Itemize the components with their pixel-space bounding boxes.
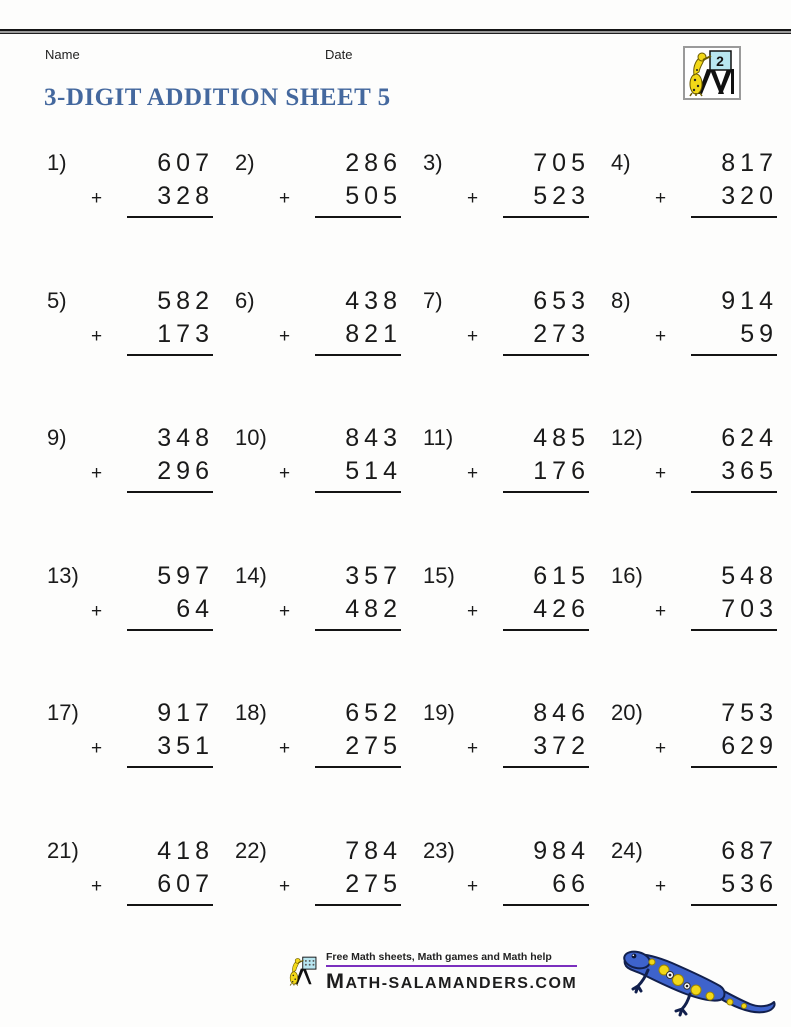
addend-top: 357 [345, 561, 402, 590]
addition-problem [235, 421, 423, 559]
addition-problem [611, 559, 791, 697]
addition-problem [235, 284, 423, 422]
plus-sign: + [91, 463, 103, 484]
salamander-mascot-icon [612, 942, 782, 1027]
addend-top: 914 [721, 286, 778, 315]
problem-body [467, 424, 590, 493]
addition-problem [611, 421, 791, 559]
problem-body [91, 836, 214, 906]
addend-bottom: 64 [176, 594, 214, 623]
addend-top: 582 [157, 286, 214, 315]
answer-line [127, 904, 213, 906]
problem-number: 6) [235, 287, 255, 313]
problem-number: 17) [47, 700, 79, 725]
problem-body [467, 836, 590, 906]
addition-problem [47, 559, 235, 697]
problem-body [655, 699, 778, 768]
addend-bottom: 607 [157, 869, 214, 898]
problem-body [91, 286, 214, 356]
problem-body [655, 561, 778, 631]
addition-problem [423, 696, 611, 834]
plus-sign: + [91, 325, 103, 347]
problem-body [279, 149, 402, 218]
problem-number: 14) [235, 562, 267, 588]
plus-sign: + [279, 188, 291, 209]
addend-bottom: 173 [157, 319, 214, 348]
problem-body [279, 561, 402, 631]
addend-top: 607 [157, 149, 214, 177]
footer-site-name: MATH-SALAMANDERS.COM [326, 968, 578, 993]
answer-line [503, 491, 589, 493]
badge-number: 2 [716, 53, 724, 69]
addend-bottom: 351 [157, 732, 214, 760]
addend-top: 597 [157, 561, 214, 590]
answer-line [127, 354, 213, 356]
addition-problem [423, 421, 611, 559]
salamander-easel-logo [683, 46, 741, 100]
answer-line [127, 629, 213, 631]
plus-sign: + [655, 738, 667, 759]
problem-body [91, 149, 214, 218]
answer-line [127, 766, 213, 768]
plus-sign: + [279, 463, 291, 484]
footer-branding [287, 951, 577, 994]
addend-top: 548 [721, 561, 778, 590]
problem-number: 19) [423, 700, 455, 725]
addend-bottom: 328 [157, 182, 214, 210]
plus-sign: + [467, 738, 479, 759]
addend-top: 846 [533, 699, 590, 727]
plus-sign: + [655, 325, 667, 347]
addend-top: 286 [345, 149, 402, 177]
problem-body [655, 286, 778, 356]
addition-problem [235, 696, 423, 834]
problem-number: 8) [611, 287, 631, 313]
plus-sign: + [467, 463, 479, 484]
answer-line [315, 216, 401, 218]
plus-sign: + [91, 600, 103, 622]
plus-sign: + [655, 463, 667, 484]
addition-problem [47, 146, 235, 284]
answer-line [503, 354, 589, 356]
addend-bottom: 505 [345, 182, 402, 210]
addend-top: 652 [345, 699, 402, 727]
addend-top: 705 [533, 149, 590, 177]
addend-bottom: 536 [721, 869, 778, 898]
answer-line [127, 491, 213, 493]
addend-bottom: 523 [533, 182, 590, 210]
addend-bottom: 176 [533, 457, 590, 485]
addend-bottom: 821 [345, 319, 402, 348]
problem-body [467, 699, 590, 768]
addend-bottom: 372 [533, 732, 590, 760]
problem-body [279, 286, 402, 356]
problem-body [91, 424, 214, 493]
plus-sign: + [655, 600, 667, 622]
addend-bottom: 482 [345, 594, 402, 623]
problem-number: 20) [611, 700, 643, 725]
plus-sign: + [279, 875, 291, 897]
addition-problem [47, 421, 235, 559]
problem-body [279, 836, 402, 906]
problem-number: 5) [47, 287, 67, 313]
problem-body [279, 424, 402, 493]
answer-line [503, 216, 589, 218]
answer-line [691, 354, 777, 356]
addition-problem [611, 284, 791, 422]
problem-number: 18) [235, 700, 267, 725]
answer-line [503, 766, 589, 768]
answer-line [503, 904, 589, 906]
answer-line [127, 216, 213, 218]
addend-top: 348 [157, 424, 214, 452]
answer-line [691, 904, 777, 906]
problem-body [467, 561, 590, 631]
addition-problem [47, 696, 235, 834]
problem-body [91, 699, 214, 768]
top-divider [0, 29, 791, 35]
problem-number: 24) [611, 837, 643, 863]
plus-sign: + [91, 188, 103, 209]
answer-line [691, 216, 777, 218]
problem-number: 16) [611, 562, 643, 588]
plus-sign: + [655, 875, 667, 897]
plus-sign: + [279, 738, 291, 759]
answer-line [315, 766, 401, 768]
plus-sign: + [279, 600, 291, 622]
problem-number: 12) [611, 425, 643, 450]
addend-bottom: 426 [533, 594, 590, 623]
addition-problem [423, 146, 611, 284]
plus-sign: + [655, 188, 667, 209]
addition-problem [235, 146, 423, 284]
name-label: Name [45, 47, 80, 62]
problem-number: 2) [235, 150, 255, 175]
addend-bottom: 514 [345, 457, 402, 485]
addend-bottom: 275 [345, 732, 402, 760]
addend-top: 624 [721, 424, 778, 452]
problem-number: 3) [423, 150, 443, 175]
plus-sign: + [467, 188, 479, 209]
problem-number: 10) [235, 425, 267, 450]
problem-number: 4) [611, 150, 631, 175]
addend-top: 418 [157, 836, 214, 865]
addition-problem [611, 146, 791, 284]
addend-bottom: 703 [721, 594, 778, 623]
addend-top: 438 [345, 286, 402, 315]
addend-top: 485 [533, 424, 590, 452]
footer-tagline: Free Math sheets, Math games and Math help [326, 951, 577, 967]
problems-grid [47, 146, 791, 971]
problem-number: 7) [423, 287, 443, 313]
problem-number: 13) [47, 562, 79, 588]
addend-top: 843 [345, 424, 402, 452]
answer-line [691, 629, 777, 631]
plus-sign: + [467, 875, 479, 897]
answer-line [503, 629, 589, 631]
problem-number: 22) [235, 837, 267, 863]
problem-number: 11) [423, 425, 454, 450]
addition-problem [235, 559, 423, 697]
problem-number: 23) [423, 837, 455, 863]
answer-line [315, 354, 401, 356]
addend-bottom: 273 [533, 319, 590, 348]
problem-body [467, 149, 590, 218]
date-label: Date [325, 47, 353, 62]
easel-logo-icon [685, 48, 739, 98]
addend-bottom: 275 [345, 869, 402, 898]
addend-bottom: 59 [740, 319, 778, 348]
addend-top: 784 [345, 836, 402, 865]
addend-top: 687 [721, 836, 778, 865]
problem-body [91, 561, 214, 631]
problem-body [467, 286, 590, 356]
addend-bottom: 66 [552, 869, 590, 898]
problem-number: 1) [47, 150, 67, 175]
footer-easel-icon [287, 951, 321, 991]
plus-sign: + [467, 325, 479, 347]
addend-top: 753 [721, 699, 778, 727]
addend-top: 653 [533, 286, 590, 315]
plus-sign: + [279, 325, 291, 347]
addend-top: 817 [721, 149, 778, 177]
plus-sign: + [91, 738, 103, 759]
problem-body [655, 836, 778, 906]
addition-problem [611, 696, 791, 834]
answer-line [691, 491, 777, 493]
addition-problem [423, 284, 611, 422]
addend-top: 984 [533, 836, 590, 865]
plus-sign: + [91, 875, 103, 897]
plus-sign: + [467, 600, 479, 622]
answer-line [315, 904, 401, 906]
problem-body [655, 424, 778, 493]
addition-problem [47, 284, 235, 422]
problem-number: 15) [423, 562, 455, 588]
problem-number: 21) [47, 837, 79, 863]
problem-body [655, 149, 778, 218]
addition-problem [423, 559, 611, 697]
problem-number: 9) [47, 425, 67, 450]
answer-line [691, 766, 777, 768]
page-title: 3-DIGIT ADDITION SHEET 5 [44, 84, 391, 111]
addition-problem [47, 834, 235, 972]
problem-body [279, 699, 402, 768]
answer-line [315, 491, 401, 493]
addend-bottom: 296 [157, 457, 214, 485]
addend-bottom: 629 [721, 732, 778, 760]
addend-top: 917 [157, 699, 214, 727]
addend-top: 615 [533, 561, 590, 590]
addend-bottom: 365 [721, 457, 778, 485]
answer-line [315, 629, 401, 631]
addend-bottom: 320 [721, 182, 778, 210]
